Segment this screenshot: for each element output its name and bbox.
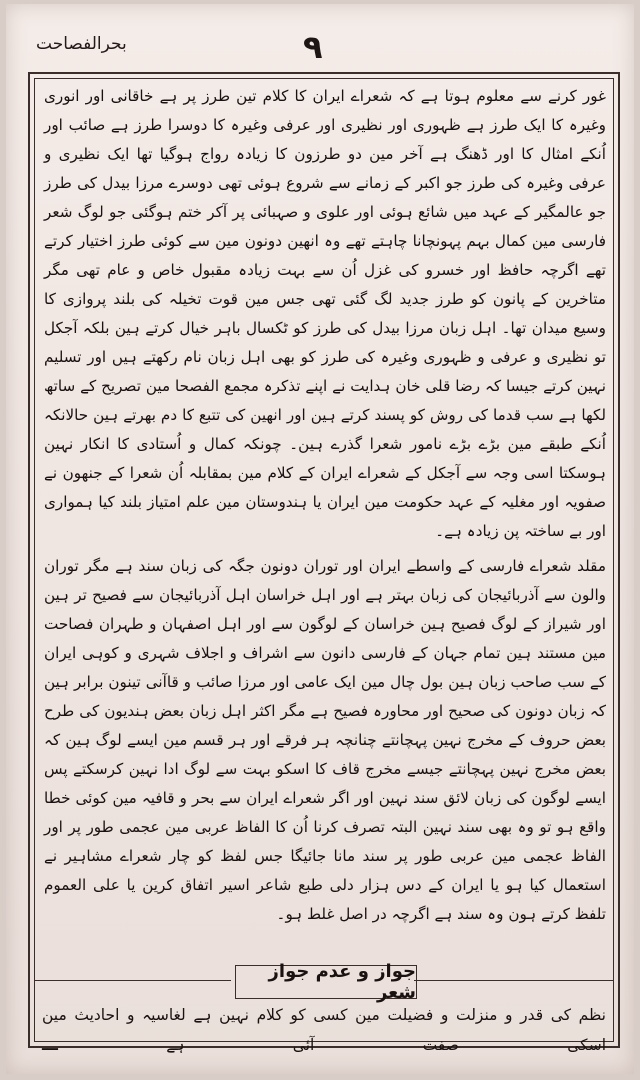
paragraph-1: غور کرنے سے معلوم ہوتا ہے کہ شعراے ایران کا کلام تین طرز پر ہے خاقانی اور انوری وغیرہ کا ایک طرز ہے ظہوری اور نظیری اور عرفی وغیرہ کا دوسرا طرز ہے صائب اور اُنکے امثال کا اور ڈھنگ ہے آخر مین دو طرزون کا زیادہ رواج ہوگیا تھا ایک نظیری و عرفی وغیرہ کی طرز جو اکبر کے زمانے سے شروع ہوئی تھی دوسرے مرزا بیدل کی طرز جو عالمگیر کے عہد میں شائع ہوئی اور علوی و صہبائی پر آکر ختم ہوگئی جو لوگ شعر فارسی مین کمال بہم پہونچانا چاہتے تھے وہ انھین دونون مین سے کوئی طرز اختیار کرتے تھے اگرچہ حافظ اور خسرو کی غزل اُن سے بہت زیادہ مقبول خاص و عام تھی مگر متاخرین کے پانون کو طرز جدید لگ گئی تھی جس مین قوت تخیلہ کی بلند پروازی کا وسیع میدان تھا۔ اہل زبان مرزا بیدل کی طرز کو ٹکسال باہر خیال کرتے ہین بلکہ آجکل تو نظیری و عرفی و ظہوری وغیرہ کی طرز کو بھی اہل زبان نام رکھتے ہیں اور تسلیم نہین کرتے جیسا کہ رضا قلی خان ہدایت نے اپنے تذکرہ مجمع الفصحا مین تصریح کے ساتھ لکھا ہے سب قدما کی روش کو پسند کرتے ہین اور انھین کی تتبع کا دم بھرتے ہین حالانکہ اُنکے طبقے مین بڑے بڑے نامور شعرا گذرے ہین۔ چونکہ کمال و اُستادی کا انکار نہین ہوسکتا اسی وجہ سے آجکل کے شعراے ایران کے کلام مین بمقابلہ اُن شعرا کے جنھون نے صفویہ اور مغلیہ کے عہد حکومت مین ایران یا ہندوستان مین علم امتیاز بلند کیا ہمواری اور بے ساختہ پن زیادہ ہے۔ [44,87,606,540]
section-first-line-text: نظم کی قدر و منزلت و فضیلت مین کسی کو کلام نہین ہے لغاسیہ و احادیث مین اسکی صفت آئی ہے [42,1006,606,1054]
trailing-dash: ـــ [42,1036,58,1054]
paragraph-2: مقلد شعراے فارسی کے واسطے ایران اور توران دونون جگہ کی زبان سند ہے مگر توران والون سے آذربائیجان کی زبان بہتر ہے اور اہل خراسان اہل آذربائیجان سے فصیح تر ہین اور شیراز کے لوگ فصیح ہین خراسان کے لوگون سے اور اہل اصفہان و طہران فصاحت مین مستند ہین تمام جہان کے فارسی دانون سے اشراف و اجلاف شہری و کوہی ایران کے سب صاحب زبان ہین بول چال مین ایک عامی اور مرزا صائب و قاآنی تینون برابر ہین کہ زبان دونون کی صحیح اور محاورہ فصیح ہے مگر اکثر اہل زبان بعض ہندیون کی طرح بعض حروف کے مخرج نہین پہچانتے چنانچہ ہر فرقے اور ہر قسم مین ایسے لوگ ہین کہ بعض مخرج نہین پہچانتے جیسے مخرج قاف کا اسکو بہت سے لوگ ادا نہین کرسکتے پس ایسے لوگون کی زبان لائق سند نہین اور اگر شعراے ایران سے بحر و قافیہ مین کوئی خطا واقع ہو تو وہ بھی سند نہین البتہ تصرف کرنا اُن کا الفاظ عربی مین عجمی طور پر اور الفاظ عجمی مین عربی طور پر سند مانا جائیگا جس لفظ کو چار شعراے مشاہیر نے استعمال کیا ہو یا ایران کے دس ہزار دلی طبع شاعر اسیر اتفاق کرین یا علی العموم تلفظ کرتے ہون وہ سند ہے اگرچہ در اصل غلط ہو۔ [44,557,606,923]
section-first-line [42,1000,606,1060]
section-heading: جواز و عدم جواز شعر [235,965,417,999]
text-frame [28,72,620,1054]
book-page [6,4,634,1074]
heading-rule-left [34,980,231,981]
main-text [44,82,606,929]
heading-rule-right [414,980,614,981]
running-title: بحرالفصاحت [36,34,127,54]
page-number: ۹ [303,28,323,66]
